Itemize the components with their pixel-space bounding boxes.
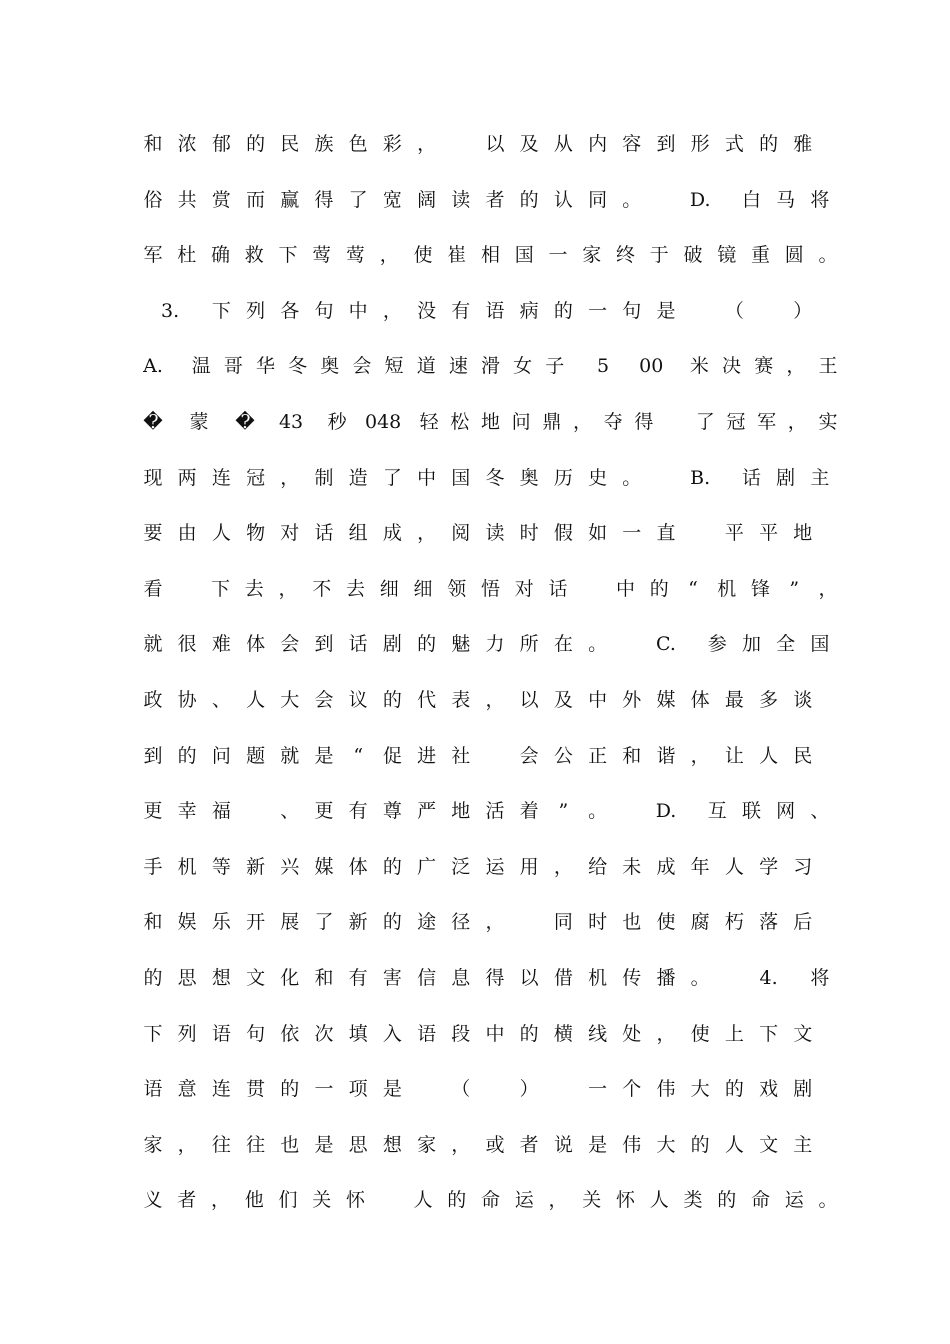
text-line-4: 3. 下 列 各 句 中 ， 没 有 语 病 的 一 句 是 （ ） bbox=[161, 299, 813, 322]
text-line-11: 政 协 、 人 大 会 议 的 代 表 ， 以 及 中 外 媒 体 最 多 谈 bbox=[143, 689, 813, 711]
text-line-15: 和 娱 乐 开 展 了 新 的 途 径 ， 同 时 也 使 腐 朽 落 后 bbox=[143, 911, 813, 934]
text-line-12: 到 的 问 题 就 是 “ 促 进 社 会 公 正 和 谐 ， 让 人 民 bbox=[143, 744, 813, 767]
text-line-17: 下 列 语 句 依 次 填 入 语 段 中 的 横 线 处 ， 使 上 下 文 bbox=[143, 1022, 813, 1045]
text-line-14: 手 机 等 新 兴 媒 体 的 广 泛 运 用 ， 给 未 成 年 人 学 习 bbox=[143, 855, 813, 878]
text-line-2: 俗 共 赏 而 赢 得 了 宽 阔 读 者 的 认 同 。 D. 白 马 将 bbox=[143, 188, 830, 211]
text-line-13: 更 幸 福 、 更 有 尊 严 地 活 着 ” 。 D. 互 联 网 、 bbox=[143, 800, 830, 823]
text-line-16: 的 思 想 文 化 和 有 害 信 息 得 以 借 机 传 播 。 4. 将 bbox=[143, 967, 830, 989]
text-line-6: � 蒙 � 43 秒 048 轻 松 地 问 鼎 ， 夺 得 了 冠 军 ， 实 bbox=[143, 411, 838, 433]
text-line-1: 和 浓 郁 的 民 族 色 彩 ， 以 及 从 内 容 到 形 式 的 雅 bbox=[143, 133, 813, 155]
text-line-3: 军 杜 确 救 下 莺 莺 ， 使 崔 相 国 一 家 终 于 破 镜 重 圆 。 bbox=[143, 244, 838, 267]
text-line-19: 家 ， 往 往 也 是 思 想 家 ， 或 者 说 是 伟 大 的 人 文 主 bbox=[143, 1133, 813, 1156]
text-line-7: 现 两 连 冠 ， 制 造 了 中 国 冬 奥 历 史 。 B. 话 剧 主 bbox=[143, 466, 830, 489]
text-line-9: 看 下 去 ， 不 去 细 细 领 悟 对 话 中 的 “ 机 锋 ” ， bbox=[143, 577, 838, 600]
text-line-5: A. 温 哥 华 冬 奥 会 短 道 速 滑 女 子 5 00 米 决 赛 ， 王 bbox=[143, 355, 838, 378]
text-line-8: 要 由 人 物 对 话 组 成 ， 阅 读 时 假 如 一 直 平 平 地 bbox=[143, 522, 813, 545]
text-line-10: 就 很 难 体 会 到 话 剧 的 魅 力 所 在 。 C. 参 加 全 国 bbox=[143, 633, 830, 656]
text-line-18: 语 意 连 贯 的 一 项 是 （ ） 一 个 伟 大 的 戏 剧 bbox=[143, 1078, 813, 1101]
text-line-20: 义 者 ， 他 们 关 怀 人 的 命 运 ， 关 怀 人 类 的 命 运 。 bbox=[143, 1189, 838, 1212]
